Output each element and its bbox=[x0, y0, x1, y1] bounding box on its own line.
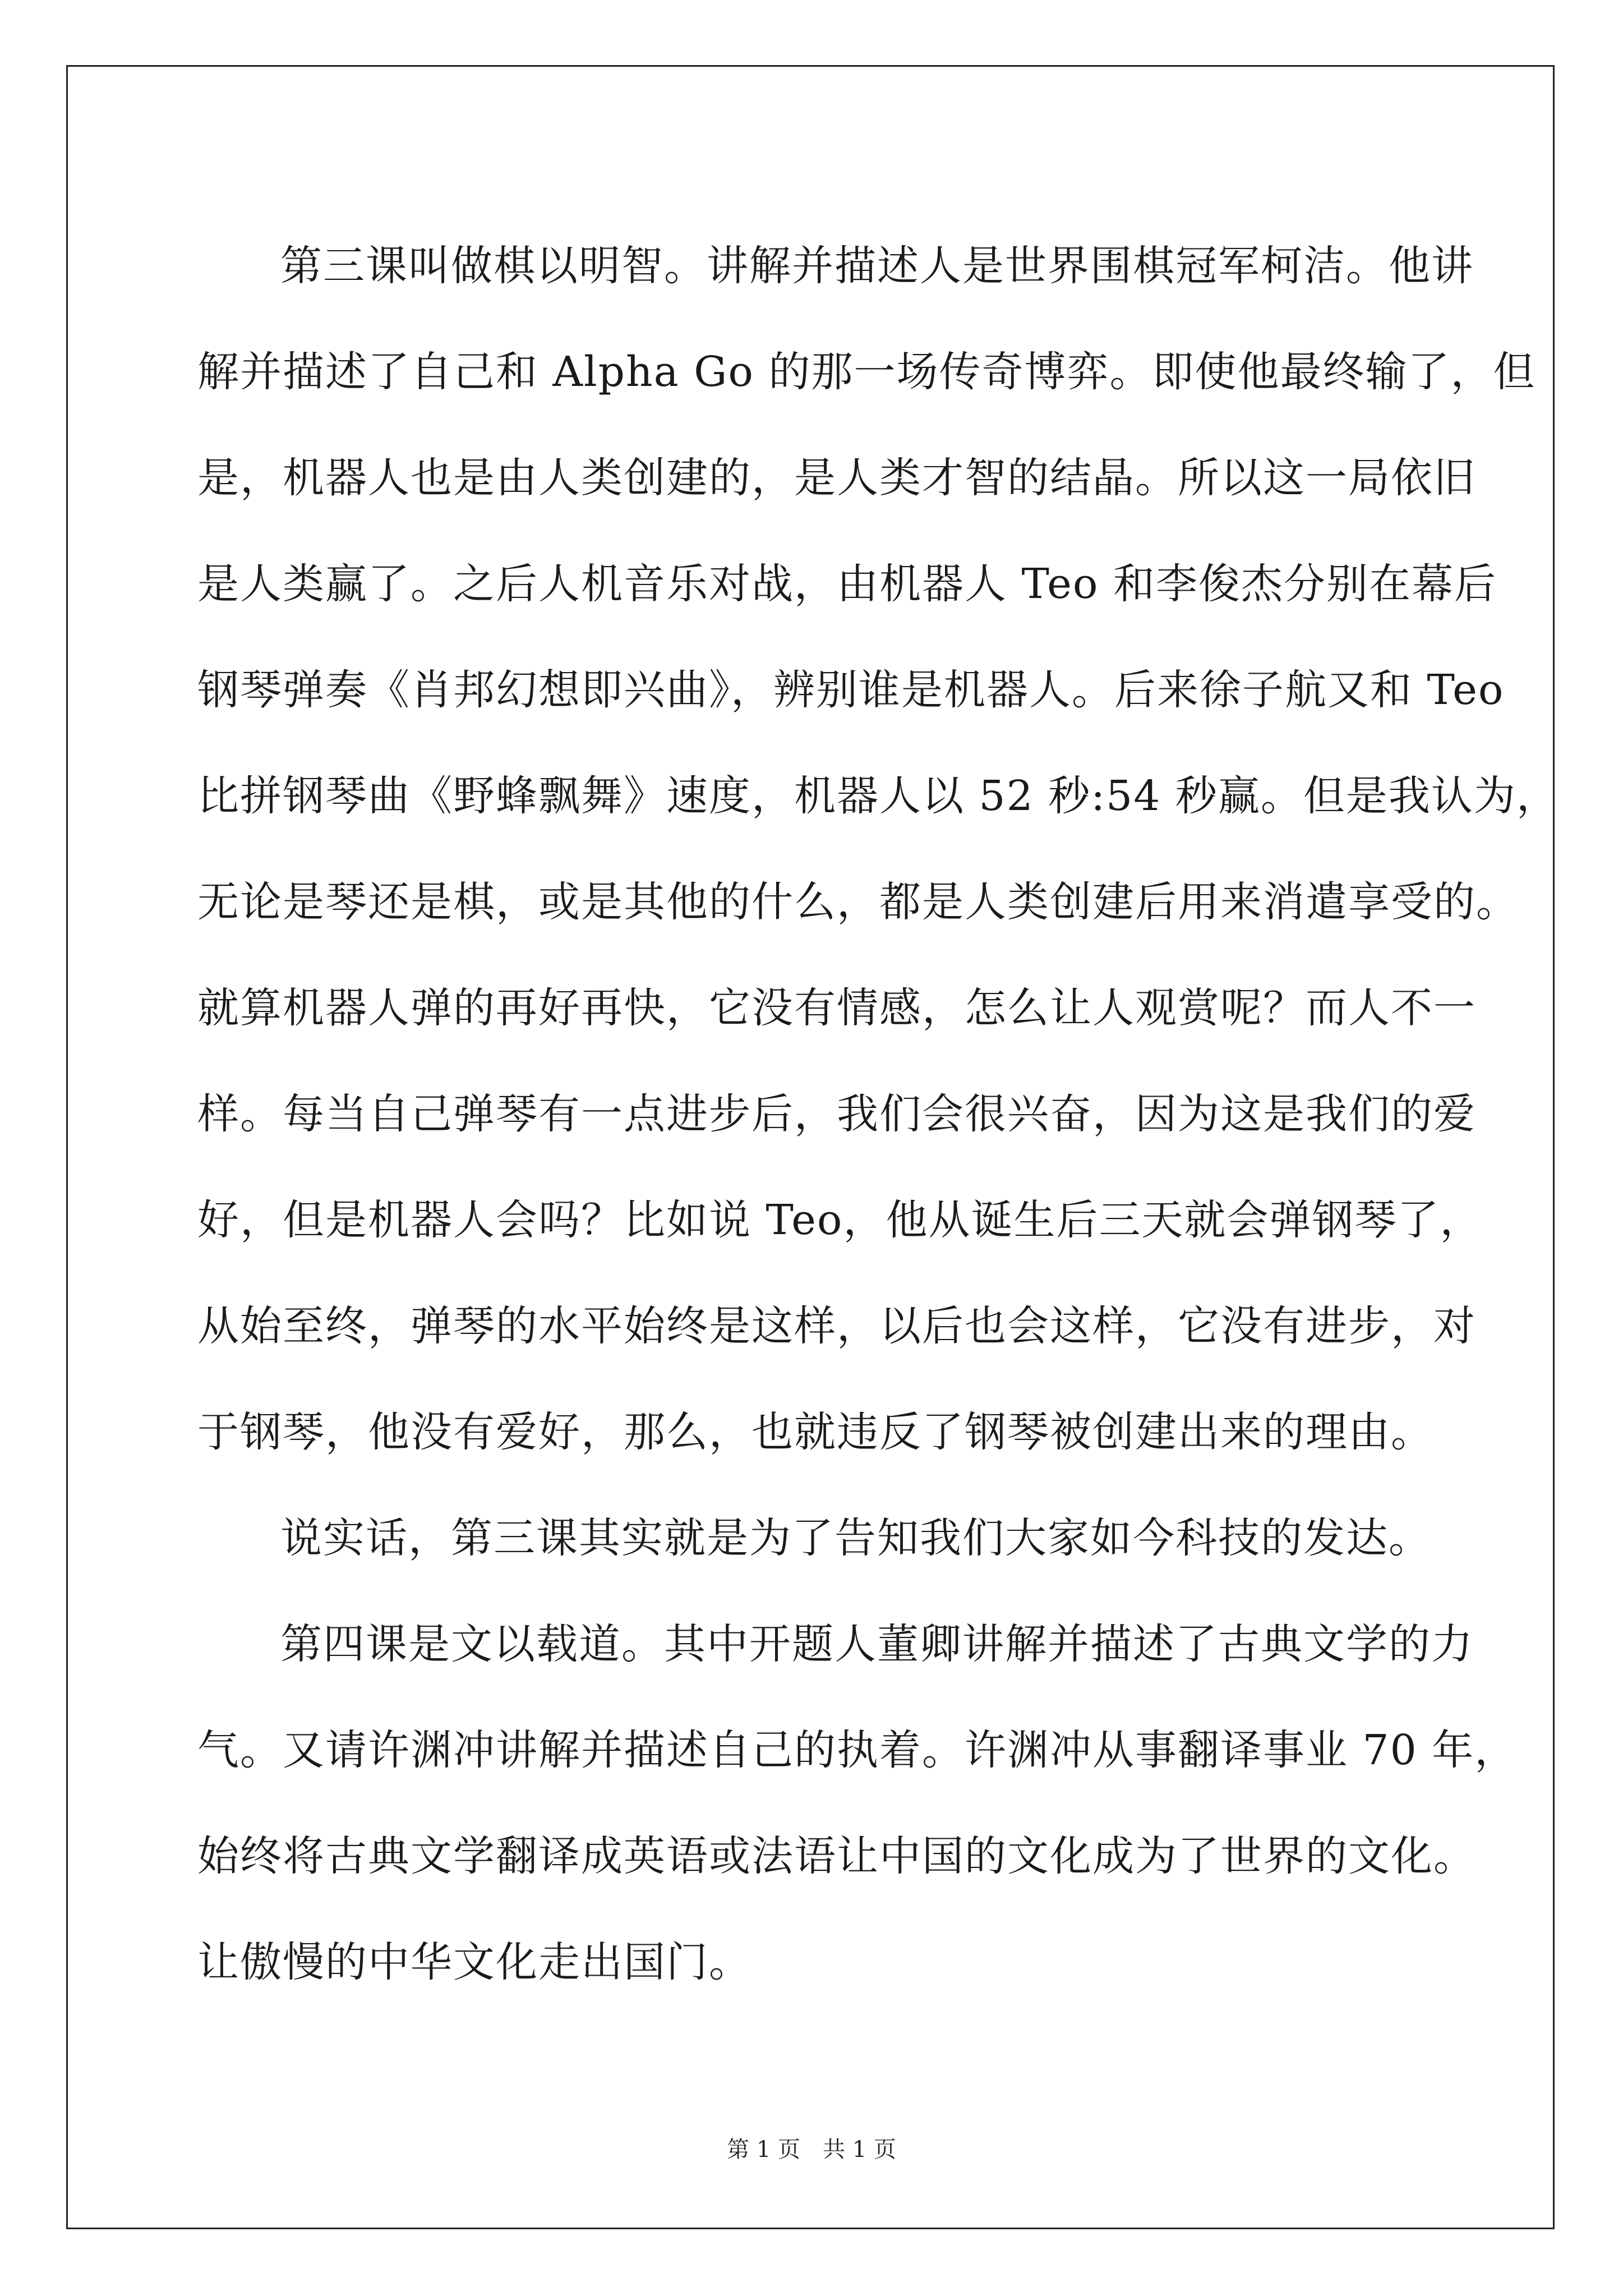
text-line: 好，但是机器人会吗？比如说 Teo，他从诞生后三天就会弹钢琴了， bbox=[197, 1196, 1483, 1244]
text-line: 于钢琴，他没有爱好，那么，也就违反了钢琴被创建出来的理由。 bbox=[197, 1408, 1433, 1456]
text-line: 解并描述了自己和 Alpha Go 的那一场传奇博弈。即使他最终输了，但 bbox=[197, 348, 1536, 396]
text-line: 说实话，第三课其实就是为了告知我们大家如今科技的发达。 bbox=[280, 1514, 1431, 1562]
text-line: 第四课是文以载道。其中开题人董卿讲解并描述了古典文学的力 bbox=[280, 1620, 1474, 1668]
text-line: 无论是琴还是棋，或是其他的什么，都是人类创建后用来消遣享受的。 bbox=[197, 878, 1519, 926]
text-line: 是人类赢了。之后人机音乐对战，由机器人 Teo 和李俊杰分别在幕后 bbox=[197, 560, 1497, 608]
text-line: 样。每当自己弹琴有一点进步后，我们会很兴奋，因为这是我们的爱 bbox=[197, 1090, 1476, 1138]
text-line: 比拼钢琴曲《野蜂飘舞》速度，机器人以 52 秒:54 秒赢。但是我认为， bbox=[197, 772, 1559, 820]
paragraph-literature bbox=[197, 1591, 1518, 2016]
document-body bbox=[197, 213, 1559, 2016]
text-line: 让傲慢的中华文化走出国门。 bbox=[197, 1938, 751, 1986]
text-line: 从始至终，弹琴的水平始终是这样，以后也会这样，它没有进步，对 bbox=[197, 1302, 1476, 1350]
paragraph-chess bbox=[197, 213, 1559, 1485]
text-line: 气。又请许渊冲讲解并描述自己的执着。许渊冲从事翻译事业 70 年， bbox=[197, 1726, 1518, 1774]
text-line: 始终将古典文学翻译成英语或法语让中国的文化成为了世界的文化。 bbox=[197, 1832, 1476, 1880]
paragraph-summary bbox=[197, 1485, 1454, 1591]
text-line: 就算机器人弹的再好再快，它没有情感，怎么让人观赏呢？而人不一 bbox=[197, 984, 1476, 1032]
text-line: 是，机器人也是由人类创建的，是人类才智的结晶。所以这一局依旧 bbox=[197, 454, 1476, 502]
page-number-footer: 第 1 页 共 1 页 bbox=[727, 2137, 896, 2162]
text-line: 钢琴弹奏《肖邦幻想即兴曲》，辨别谁是机器人。后来徐子航又和 Teo bbox=[197, 666, 1505, 714]
text-line: 第三课叫做棋以明智。讲解并描述人是世界围棋冠军柯洁。他讲 bbox=[280, 242, 1474, 290]
